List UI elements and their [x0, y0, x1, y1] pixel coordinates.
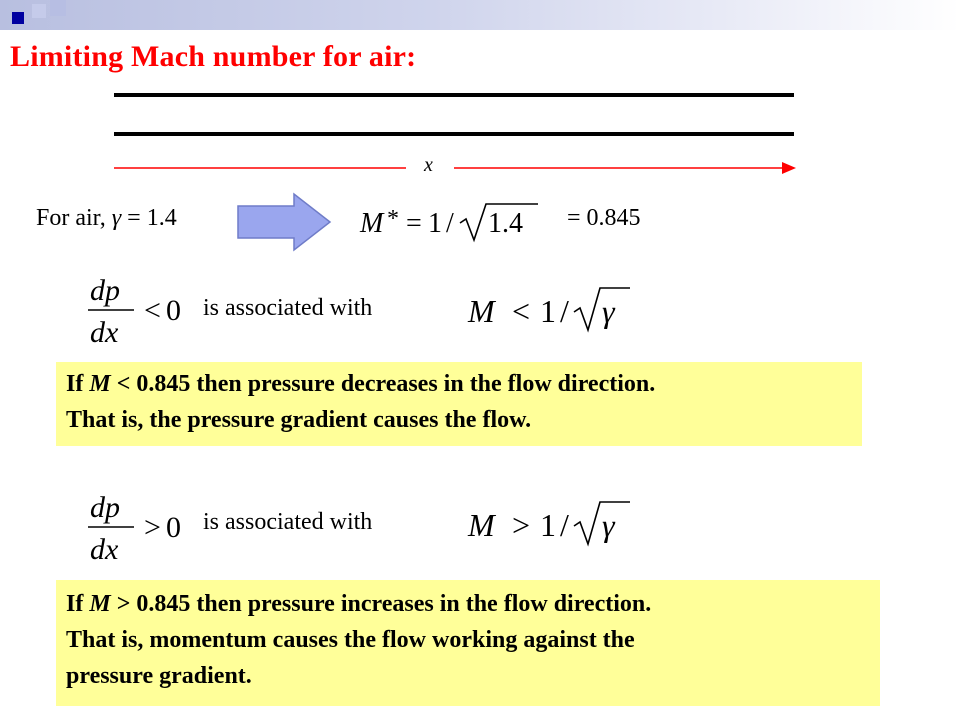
svg-text:1.4: 1.4	[488, 208, 523, 239]
gamma-value: = 1.4	[121, 205, 177, 231]
connector-text: is associated with	[203, 509, 373, 535]
duct-wall-bottom	[114, 132, 794, 136]
header-band	[0, 0, 960, 30]
decor-square-light	[32, 4, 46, 18]
block-arrow-icon	[236, 192, 332, 252]
axis-arrowhead	[782, 162, 796, 174]
mstar-result: = 0.845	[567, 205, 641, 231]
decor-square-dark	[12, 12, 24, 24]
svg-text:dp: dp	[90, 491, 120, 524]
svg-text:γ: γ	[602, 293, 615, 329]
svg-text:*: *	[387, 206, 399, 232]
svg-text:<: <	[512, 293, 531, 329]
svg-text:dx: dx	[90, 533, 119, 566]
note-line-1: If M > 0.845 then pressure increases in the flow direction.	[66, 591, 652, 617]
note-line-2: That is, the pressure gradient causes the flow.	[66, 407, 532, 433]
svg-text:/: /	[560, 293, 569, 329]
svg-text:dp: dp	[90, 274, 120, 307]
svg-text:M: M	[360, 208, 384, 239]
svg-text:γ: γ	[602, 507, 615, 543]
flow-direction-axis	[114, 155, 804, 181]
svg-text:/: /	[446, 208, 454, 239]
svg-text:M: M	[468, 293, 495, 329]
svg-text:>: >	[144, 511, 161, 544]
connector-text: is associated with	[203, 295, 373, 321]
svg-text:>: >	[512, 507, 531, 543]
svg-text:=: =	[406, 208, 422, 239]
gamma-symbol: γ	[111, 205, 122, 231]
air-prefix: For air,	[36, 205, 112, 231]
slide-title: Limiting Mach number for air:	[10, 40, 417, 73]
svg-text:M: M	[468, 507, 495, 543]
svg-text:/: /	[560, 507, 569, 543]
note-box-supersonic	[56, 580, 880, 706]
axis-label-x: x	[424, 154, 433, 176]
duct-wall-top	[114, 93, 794, 97]
gradient-positive-formula	[84, 487, 190, 567]
air-gamma-text	[36, 205, 177, 232]
decor-square-light	[50, 0, 66, 16]
note-box-subsonic	[56, 362, 862, 446]
mach-condition-less	[462, 280, 642, 340]
svg-text:dx: dx	[90, 316, 119, 349]
note-line-3: pressure gradient.	[66, 663, 252, 689]
svg-text:1: 1	[540, 507, 556, 543]
note-line-1: If M < 0.845 then pressure decreases in the flow direction.	[66, 371, 656, 397]
svg-text:1: 1	[540, 293, 556, 329]
note-line-2: That is, momentum causes the flow working against the	[66, 627, 635, 653]
svg-text:<: <	[144, 294, 161, 327]
svg-text:0: 0	[166, 511, 181, 544]
svg-text:1: 1	[428, 208, 442, 239]
mach-condition-greater	[462, 494, 642, 554]
svg-text:0: 0	[166, 294, 181, 327]
gradient-negative-formula	[84, 270, 190, 350]
mstar-formula	[352, 196, 542, 246]
